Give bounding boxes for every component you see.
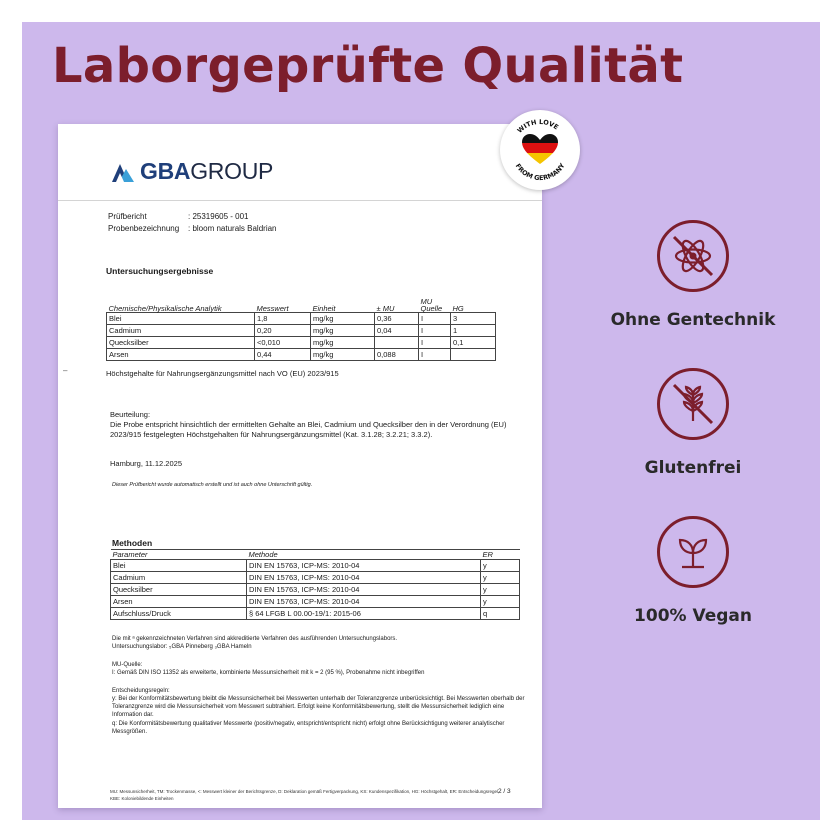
cell: y <box>481 572 520 584</box>
meta-value: : bloom naturals Baldrian <box>188 224 277 233</box>
col-header: Chemische/Physikalische Analytik <box>108 304 222 313</box>
header-divider <box>58 200 542 201</box>
cell: 0,44 <box>255 349 311 361</box>
badge-text-bottom: FROM GERMANY <box>513 161 567 183</box>
cell: Blei <box>107 313 255 325</box>
germany-badge <box>500 110 580 190</box>
cell: y <box>481 596 520 608</box>
lab-report-document <box>58 124 542 808</box>
limits-note: Höchstgehalte für Nahrungsergänzungsmittel nach VO (EU) 2023/915 <box>106 369 339 378</box>
meta-key: Probenbezeichnung <box>108 224 180 233</box>
cell: mg/kg <box>311 337 375 349</box>
cell: DIN EN 15763, ICP-MS: 2010-04 <box>247 560 481 572</box>
methods-title: Methoden <box>112 538 153 548</box>
cell: I <box>419 337 451 349</box>
cell: mg/kg <box>311 349 375 361</box>
cell: 3 <box>451 313 496 325</box>
col-header: Messwert <box>256 304 289 313</box>
table-row <box>111 596 520 608</box>
methods-header-row <box>111 550 520 560</box>
table-row <box>111 560 520 572</box>
cell: 0,04 <box>375 325 419 337</box>
cell: Cadmium <box>107 325 255 337</box>
gba-logo-icon <box>110 160 136 184</box>
report-meta <box>108 211 277 235</box>
assessment-text: Die Probe entspricht hinsichtlich der ermittelten Gehalte an Blei, Cadmium und Quecksilber den in der Verordnung (EU) 2023/915 festgelegten Höchstgehalten für Nahrungsergänzungsmittel (Kat. 3.1.28; 3.2.21; 3.3.2). <box>110 420 507 439</box>
logo-text: GBAGROUP <box>140 158 274 184</box>
col-header: ± MU <box>376 304 395 313</box>
cell <box>451 349 496 361</box>
cell: DIN EN 15763, ICP-MS: 2010-04 <box>247 584 481 596</box>
cell: I <box>419 349 451 361</box>
labs-note: Untersuchungslabor: ₅GBA Pinneberg ₃GBA Hameln <box>112 644 252 650</box>
rules-text-q: q: Die Konformitätsbewertung qualitativer Messwerte (positiv/negativ, entspricht/entspricht nicht) erfolgt ohne Berücksichtigung weiterer analytischer Messgrößen. <box>112 721 505 735</box>
rules-text: y: Bei der Konformitätsbewertung bleibt die Messunsicherheit bei Messwerten unterhalb der Toleranzgrenze unberücksichtigt. Bei Messwerten oberhalb der Toleranzgrenze wird die Messunsicherheit vom Messwert subtrahiert. Erfolgt keine Konformitätsbewertung, stellt die Messunsicherheit lediglich eine Information dar. <box>112 696 525 718</box>
feature-gmo-free <box>583 220 803 330</box>
meta-key: Prüfbericht <box>108 212 147 221</box>
table-row <box>107 337 496 349</box>
margin-mark: – <box>63 366 68 375</box>
wheat-crossed-icon <box>657 368 729 440</box>
cell: 0,1 <box>451 337 496 349</box>
footer-abbreviations: MU: Messunsicherheit, TM: Trockenmasse, <: Messwert kleiner der Berichtsgrenze, D: Deklaration gemäß Fertigverpackung, KS: Kundenspezifikation, HG: Höchstgehalt, ER: Entscheidungsregel, KBE: Koloniebildende Einheiten <box>110 789 500 801</box>
col-header: Methode <box>247 550 481 560</box>
col-header: HG <box>452 304 464 313</box>
cell: Arsen <box>111 596 247 608</box>
meta-row <box>108 211 277 223</box>
cell: 0,36 <box>375 313 419 325</box>
mu-title: MU-Quelle: <box>112 662 143 668</box>
results-title: Untersuchungsergebnisse <box>106 266 214 276</box>
feature-label: Ohne Gentechnik <box>610 310 776 330</box>
heart-flag-icon <box>500 110 580 190</box>
cell: § 64 LFGB L 00.00-19/1: 2015-06 <box>247 608 481 620</box>
gba-logo <box>110 158 273 185</box>
table-row <box>111 608 520 620</box>
cell: 0,088 <box>375 349 419 361</box>
cell: Quecksilber <box>107 337 255 349</box>
cell: 1 <box>451 325 496 337</box>
cell <box>375 337 419 349</box>
mu-text: I: Gemäß DIN ISO 11352 als erweiterte, kombinierte Messunsicherheit mit k = 2 (95 %), Probenahme nicht inbegriffen <box>112 670 425 676</box>
col-header: MU Quelle <box>420 297 443 313</box>
cell: mg/kg <box>311 325 375 337</box>
results-header-row <box>107 298 496 313</box>
sprout-icon <box>657 516 729 588</box>
table-row <box>111 572 520 584</box>
meta-row <box>108 223 277 235</box>
cell: 1,8 <box>255 313 311 325</box>
meta-value: : 25319605 - 001 <box>188 212 249 221</box>
page-number: 2 / 3 <box>498 788 511 795</box>
table-row <box>111 584 520 596</box>
cell: DIN EN 15763, ICP-MS: 2010-04 <box>247 572 481 584</box>
cell: Blei <box>111 560 247 572</box>
cell: mg/kg <box>311 313 375 325</box>
table-row <box>107 325 496 337</box>
cell: I <box>419 325 451 337</box>
cell: I <box>419 313 451 325</box>
assessment <box>110 410 520 440</box>
col-header: Einheit <box>312 304 336 313</box>
cell: Arsen <box>107 349 255 361</box>
headline: Laborgeprüfte Qualität <box>52 38 684 94</box>
cell: DIN EN 15763, ICP-MS: 2010-04 <box>247 596 481 608</box>
feature-gluten-free <box>583 368 803 478</box>
place-date: Hamburg, 11.12.2025 <box>110 459 182 468</box>
feature-label: Glutenfrei <box>644 458 742 478</box>
cell: y <box>481 560 520 572</box>
table-row <box>107 349 496 361</box>
methods-table <box>110 549 520 620</box>
cell: Cadmium <box>111 572 247 584</box>
col-header: Parameter <box>111 550 247 560</box>
results-table <box>106 298 496 361</box>
cell: y <box>481 584 520 596</box>
badge-text-top: WITH LOVE <box>515 117 560 135</box>
col-header: ER <box>481 550 520 560</box>
cell: Aufschluss/Druck <box>111 608 247 620</box>
feature-vegan <box>583 516 803 626</box>
atom-crossed-icon <box>657 220 729 292</box>
assessment-label: Beurteilung: <box>110 410 151 419</box>
table-row <box>107 313 496 325</box>
cell: <0,010 <box>255 337 311 349</box>
auto-generated-note: Dieser Prüfbericht wurde automatisch erstellt und ist auch ohne Unterschrift gültig. <box>112 482 313 488</box>
accreditation-note: Die mit ᵃ gekennzeichneten Verfahren sind akkreditierte Verfahren des ausführenden Untersuchungslabors. <box>112 636 398 642</box>
cell: q <box>481 608 520 620</box>
cell: Quecksilber <box>111 584 247 596</box>
rules-title: Entscheidungsregeln: <box>112 688 170 694</box>
feature-label: 100% Vegan <box>634 606 752 626</box>
cell: 0,20 <box>255 325 311 337</box>
